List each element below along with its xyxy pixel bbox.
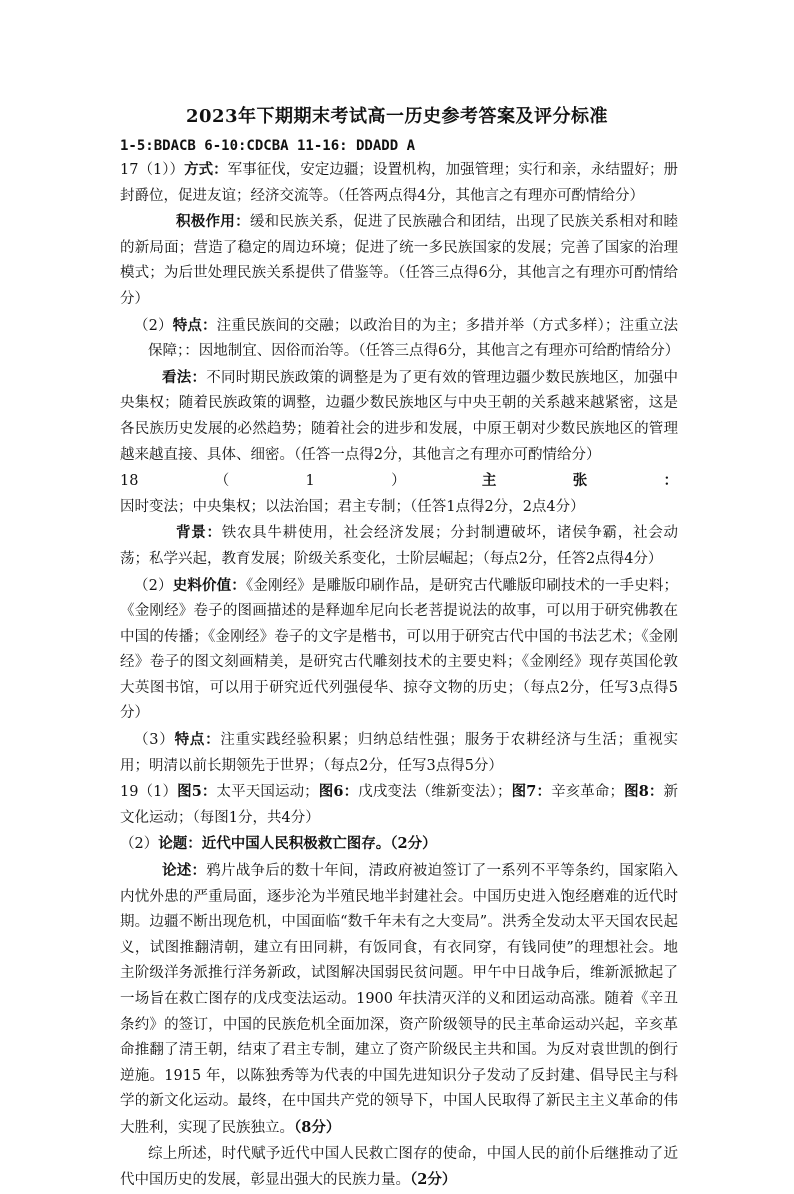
q18-prefix: 18（1） [120, 473, 482, 490]
q18-proposal-text: 因时变法；中央集权；以法治国；君主专制；（任答1点得2分，2点4分） [120, 498, 585, 515]
q18-background-label: 背景： [176, 524, 222, 542]
q17-part2-features [120, 313, 678, 365]
q17-view-label: 看法： [162, 368, 207, 386]
q19-part2-prefix: （2） [120, 836, 159, 853]
q17-view-text: 不同时期民族政策的调整是为了更有效的管理边疆少数民族地区，加强中央集权；随着民族政策的调整，边疆少数民族地区与中央王朝的关系越来越紧密，这是各民族历史发展的必然趋势；随着社会的进步和发展，中原王朝对少数民族地区的管理越来越直接、具体、细密。（任答一点得2分，其他言之有理亦可酌情给分） [120, 369, 678, 463]
q18-part2-value [120, 573, 678, 728]
q19-fig8-label: 图8： [624, 783, 664, 801]
q19-part2-argument [120, 858, 678, 1142]
q18-background-text: 铁农具牛耕使用，社会经济发展；分封制遭破坏，诸侯争霸，社会动荡；私学兴起，教育发展；阶级关系变化，士阶层崛起；（每点2分，任答2点得4分） [120, 525, 678, 567]
q17-effect-label: 积极作用： [176, 213, 250, 231]
q18-part2-prefix: （2） [134, 577, 173, 594]
q17-features-text: 注重民族间的交融；以政治目的为主；多措并举（方式多样）；注重立法保障；：因地制宜、因俗而治等。（任答三点得6分，其他言之有理亦可给酌情给分） [148, 317, 680, 360]
q19-part2-conclusion [120, 1142, 678, 1194]
q17-method-text: 军事征伐，安定边疆；设置机构，加强管理；实行和亲，永结盟好；册封爵位，促进友谊；经济交流等。（任答两点得4分，其他言之有理亦可酌情给分） [120, 162, 679, 204]
q19-fig8-text: 新文化运动；（每图1分，共4分） [120, 784, 679, 826]
q19-argument-score: （8分） [294, 1118, 341, 1136]
q19-part1-figures [120, 779, 678, 831]
q19-topic-label: 论题：近代中国人民积极救亡图存。（2分） [158, 835, 437, 853]
q19-fig7-label: 图7： [511, 783, 552, 801]
q18-features-text: 注重实践经验积累；归纳总结性强；服务于农耕经济与生活；重视实用；明清以前长期领先于世界；（每点2分，任写3点得5分） [120, 732, 678, 774]
q18-part3-features [120, 727, 678, 779]
q17-method-label: 方式： [184, 161, 228, 178]
q17-effect-text: 缓和民族关系，促进了民族融合和团结，出现了民族关系相对和睦的新局面；营造了稳定的周边环境；促进了统一多民族国家的发展；完善了国家的治理模式；为后世处理民族关系提供了借鉴等。（任答三点得6分，其他言之有理亦可酌情给分） [120, 214, 679, 307]
q19-fig6-text: 戊戌变法（维新变法）； [358, 784, 512, 801]
q18-value-text: 《金刚经》是雕版印刷作品，是研究古代雕版印刷技术的一手史料；《金刚经》卷子的图画描述的是释迦牟尼向长老菩提说法的故事，可以用于研究佛教在中国的传播；《金刚经》卷子的文字是楷书，可以用于研究古代中国的书法艺术；《金刚经》卷子的图文刻画精美，是研究古代雕刻技术的主要史料；《金刚经》现存英国伦敦大英图书馆，可以用于研究近代列强侵华、掠夺文物的历史；（每点2分，任写3点得5分） [120, 577, 679, 722]
q18-proposal-label: 主张： [481, 472, 678, 490]
page-title: 2023年下期期末考试高一历史参考答案及评分标准 [185, 106, 609, 127]
multiple-choice-answers: 1-5:BDACB 6-10:CDCBA 11-16: DDADD A [120, 138, 416, 154]
q18-part3-prefix: （3） [134, 732, 175, 749]
q19-fig5-label: 图5： [177, 783, 217, 801]
q19-fig5-text: 太平天国运动； [216, 784, 319, 801]
q17-prefix: 17（1）） [120, 162, 185, 178]
q17-part1-effect [120, 209, 678, 312]
q19-conclusion-text: 综上所述，时代赋予近代中国人民救亡图存的使命，中国人民的前仆后继推动了近代中国历史的发展，彰显出强大的民族力量。 [120, 1145, 678, 1189]
q19-fig7-text: 辛亥革命； [551, 784, 625, 801]
q17-part2-prefix: （2） [134, 317, 173, 334]
q17-part2-view [120, 365, 678, 468]
q18-value-label: 史料价值： [172, 576, 246, 594]
q17-features-label: 特点： [172, 316, 217, 334]
q19-argument-label: 论述： [162, 862, 207, 880]
q19-part2-topic [120, 831, 678, 858]
q18-part1-proposal [120, 468, 678, 520]
q19-prefix: 19（1） [120, 784, 178, 801]
q18-features-label: 特点： [174, 731, 221, 749]
q19-conclusion-score: （2分） [410, 1171, 457, 1189]
answer-body [120, 157, 678, 1194]
q19-argument-text: 鸦片战争后的数十年间，清政府被迫签订了一系列不平等条约，国家陷入内忧外患的严重局面，逐步沦为半殖民地半封建社会。中国历史进入饱经磨难的近代时期。边疆不断出现危机，中国面临“数千年未有之大变局”。洪秀全发动太平天国农民起义，试图推翻清朝，建立有田同耕，有饭同食，有衣同穿，有钱同使”的理想社会。地主阶级洋务派推行洋务新政，试图解决国弱民贫问题。甲午中日战争后，维新派掀起了一场旨在救亡图存的戊戌变法运动。1900 年扶清灭洋的义和团运动高涨。随着《辛丑条约》的签订，中国的民族危机全面加深，资产阶级领导的民主革命运动兴起，辛亥革命推翻了清王朝，结束了君主专制，建立了资产阶级民主共和国。为反对袁世凯的倒行逆施。1915 年，以陈独秀等为代表的中国先进知识分子发动了反封建、倡导民主与科学的新文化运动。最终，在中国共产党的领导下，中国人民取得了新民主主义革命的伟大胜利，实现了民族独立。 [120, 863, 678, 1136]
q19-fig6-label: 图6： [318, 783, 359, 801]
q18-part1-background [120, 520, 678, 572]
q17-part1-method [120, 157, 678, 209]
